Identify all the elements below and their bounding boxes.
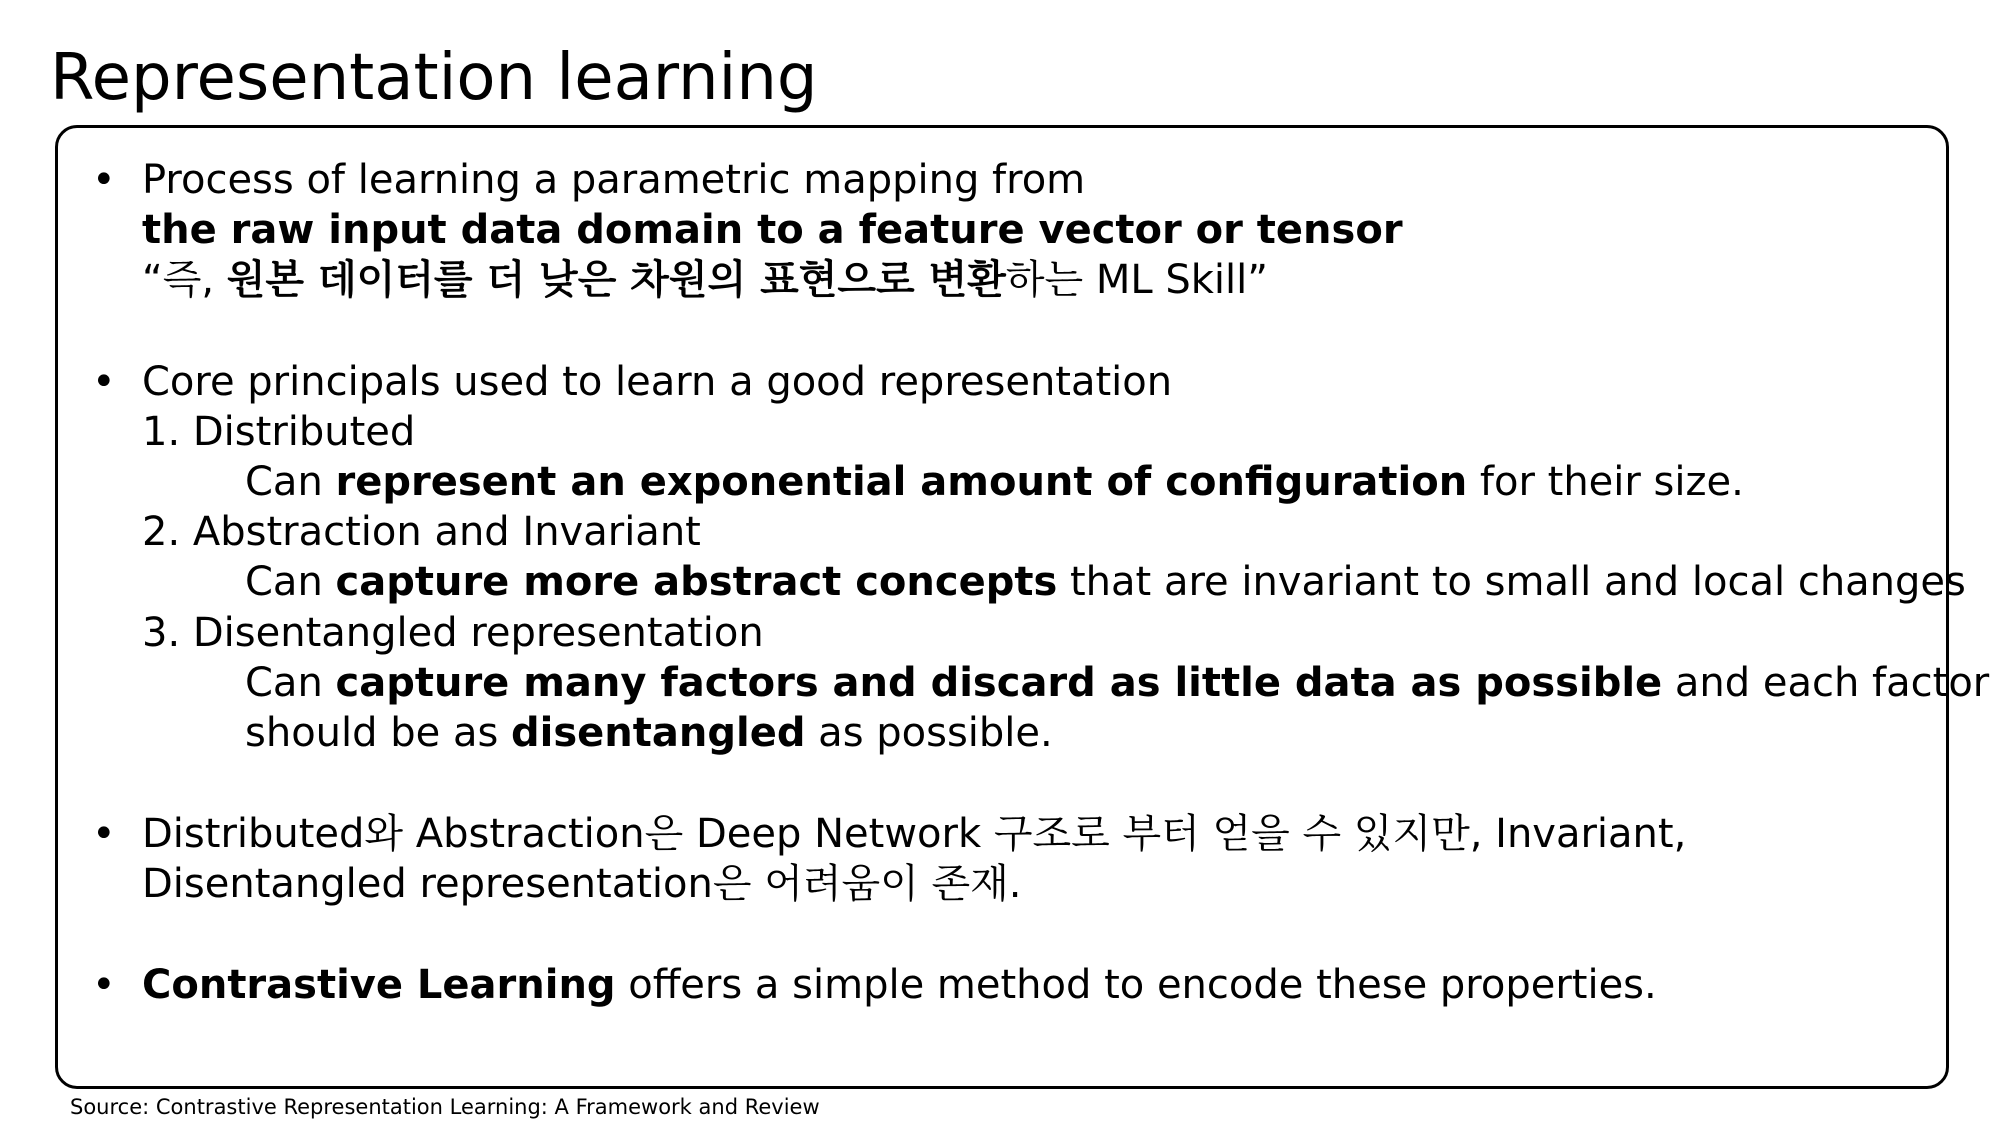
principle-3-desc2-bold: disentangled <box>511 710 806 756</box>
principle-2-desc-bold: capture more abstract concepts <box>335 559 1058 605</box>
bullet-3-line-1: Distributed와 Abstraction은 Deep Network 구조로 부터 얻을 수 있지만, Invariant, <box>142 811 1687 857</box>
principle-1-desc-pre: Can <box>245 459 336 505</box>
bullet-4-bold: Contrastive Learning <box>142 962 616 1008</box>
source-citation: Source: Contrastive Representation Learning: A Framework and Review <box>70 1095 820 1119</box>
principle-2-desc-post: that are invariant to small and local changes <box>1057 559 1966 605</box>
principle-2-desc <box>245 557 1966 607</box>
bullet-marker: • <box>92 811 116 857</box>
bullet-1-line-3-open: “즉, <box>142 257 227 303</box>
principle-3-desc2-pre: should be as <box>245 710 512 756</box>
principle-3-desc-post: and each factor <box>1662 660 1990 706</box>
principle-1-desc <box>245 457 1744 507</box>
principle-3-desc-line-2 <box>245 708 1053 758</box>
principle-2-desc-pre: Can <box>245 559 336 605</box>
slide-title: Representation learning <box>50 41 818 115</box>
bullet-1-line-2: the raw input data domain to a feature vector or tensor <box>142 207 1403 253</box>
principle-3-desc-bold: capture many factors and discard as little data as possible <box>335 660 1663 706</box>
bullet-1-line-3-bold: 원본 데이터를 더 낮은 차원의 표현으로 변환 <box>226 257 1006 303</box>
bullet-2-heading: Core principals used to learn a good representation <box>142 359 1173 405</box>
bullet-marker: • <box>92 962 116 1008</box>
principle-3-label: 3. Disentangled representation <box>142 610 764 656</box>
bullet-1-line-1: Process of learning a parametric mapping from <box>142 157 1086 203</box>
bullet-4 <box>142 960 1657 1010</box>
bullet-1-line-3-close: 하는 ML Skill” <box>1005 257 1268 303</box>
principle-2-label: 2. Abstraction and Invariant <box>142 509 701 555</box>
bullet-marker: • <box>92 359 116 405</box>
bullet-1-line-3 <box>142 255 1268 305</box>
principle-1-desc-post: for their size. <box>1467 459 1744 505</box>
principle-3-desc-pre: Can <box>245 660 336 706</box>
principle-1-label: 1. Distributed <box>142 409 416 455</box>
bullet-marker: • <box>92 157 116 203</box>
principle-3-desc <box>245 658 1989 708</box>
bullet-3-line-2: Disentangled representation은 어려움이 존재. <box>142 861 1022 907</box>
principle-3-desc2-post: as possible. <box>805 710 1053 756</box>
bullet-4-rest: offers a simple method to encode these properties. <box>615 962 1657 1008</box>
principle-1-desc-bold: represent an exponential amount of configuration <box>335 459 1468 505</box>
